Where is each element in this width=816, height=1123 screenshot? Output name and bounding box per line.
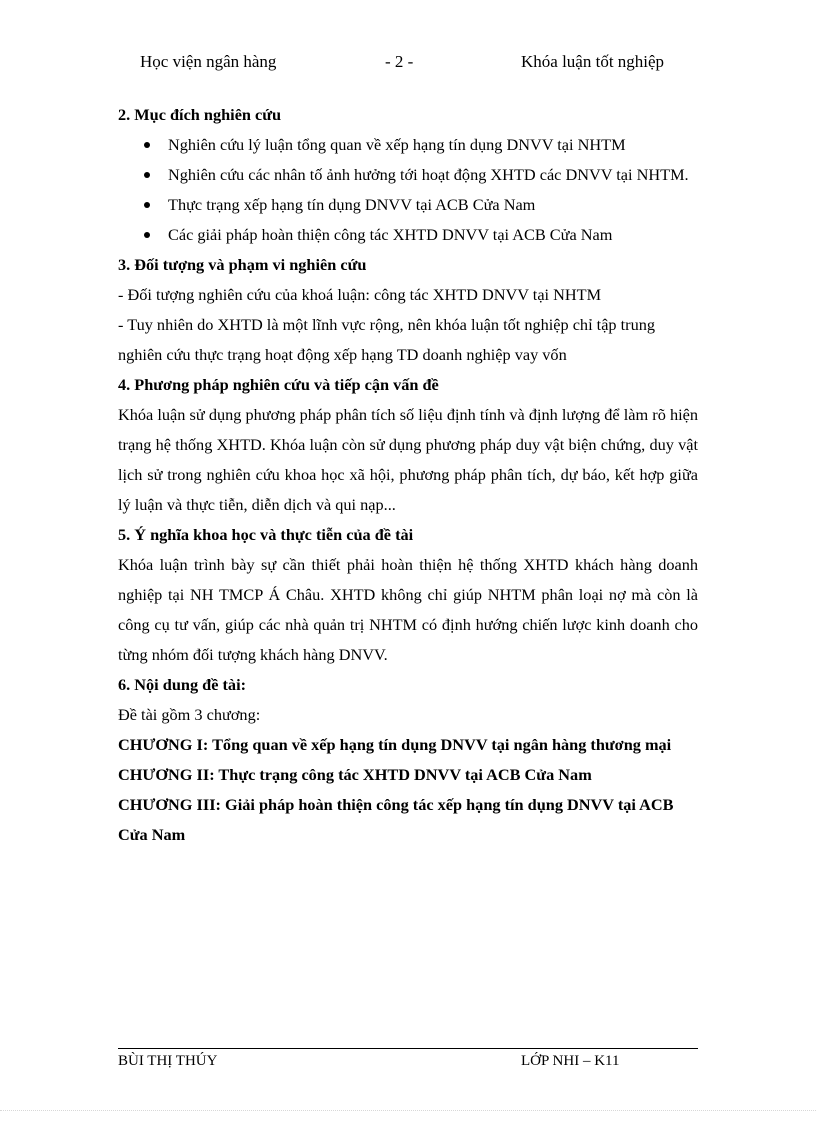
chapter-1: CHƯƠNG I: Tổng quan về xếp hạng tín dụng DNVV tại ngân hàng thương mại: [118, 735, 672, 754]
section-4-heading: 4. Phương pháp nghiên cứu và tiếp cận vấn đề: [118, 375, 439, 394]
bullet-text: Thực trạng xếp hạng tín dụng DNVV tại ACB Cửa Nam: [168, 195, 536, 214]
bullet-icon: [144, 172, 150, 178]
bullet-text: Nghiên cứu lý luận tổng quan về xếp hạng tín dụng DNVV tại NHTM: [168, 135, 626, 154]
bullet-icon: [144, 232, 150, 238]
bullet-item: [118, 190, 698, 220]
section-2-bullet-list: [118, 130, 698, 250]
bullet-icon: [144, 202, 150, 208]
bullet-item: [118, 160, 698, 190]
page-edge-divider: [0, 1110, 816, 1111]
header-institution: Học viện ngân hàng: [140, 52, 277, 71]
section-2-heading: 2. Mục đích nghiên cứu: [118, 105, 282, 124]
footer-author: BÙI THỊ THÚY: [118, 1053, 218, 1069]
section-6-intro: Đề tài gồm 3 chương:: [118, 705, 261, 724]
section-3-heading: 3. Đối tượng và phạm vi nghiên cứu: [118, 255, 367, 274]
bullet-icon: [144, 142, 150, 148]
footer-divider: [118, 1048, 698, 1049]
header-document-type: Khóa luận tốt nghiệp: [521, 52, 665, 71]
section-3-line-2: - Tuy nhiên do XHTD là một lĩnh vực rộng, nên khóa luận tốt nghiệp chỉ tập trung: [118, 315, 655, 334]
section-6-heading: 6. Nội dung đề tài:: [118, 675, 247, 694]
bullet-item: [118, 220, 698, 250]
page-header: [0, 52, 816, 76]
footer-class: LỚP NHI – K11: [521, 1053, 620, 1069]
bullet-item: [118, 130, 698, 160]
section-5-paragraph: Khóa luận trình bày sự cần thiết phải hoàn thiện hệ thống XHTD khách hàng doanh nghiệp tại NH TMCP Á Châu. XHTD không chỉ giúp NHTM phân loại nợ mà còn là công cụ tư vấn, giúp các nhà quản trị NHTM có định hướng chiến lược kinh doanh cho từng nhóm đối tượng khách hàng DNVV.: [118, 555, 698, 664]
bullet-text: Nghiên cứu các nhân tố ảnh hưởng tới hoạt động XHTD các DNVV tại NHTM.: [168, 165, 689, 184]
page-body: [118, 100, 698, 850]
chapter-3: CHƯƠNG III: Giải pháp hoàn thiện công tác xếp hạng tín dụng DNVV tại ACB Cửa Nam: [118, 795, 674, 844]
chapter-2: CHƯƠNG II: Thực trạng công tác XHTD DNVV tại ACB Cửa Nam: [118, 765, 592, 784]
section-3-line-1: - Đối tượng nghiên cứu của khoá luận: công tác XHTD DNVV tại NHTM: [118, 285, 602, 304]
bullet-text: Các giải pháp hoàn thiện công tác XHTD DNVV tại ACB Cửa Nam: [168, 225, 613, 244]
section-5-heading: 5. Ý nghĩa khoa học và thực tiễn của đề tài: [118, 525, 414, 544]
section-4-paragraph: Khóa luận sử dụng phương pháp phân tích số liệu định tính và định lượng để làm rõ hiện trạng hệ thống XHTD. Khóa luận còn sử dụng phương pháp duy vật biện chứng, duy vật lịch sử trong nghiên cứu khoa học xã hội, phương pháp phân tích, dự báo, kết hợp giữa lý luận và thực tiễn, diễn dịch và qui nạp...: [118, 405, 698, 514]
section-3-line-3: nghiên cứu thực trạng hoạt động xếp hạng TD doanh nghiệp vay vốn: [118, 345, 567, 364]
page-number: - 2 -: [385, 52, 414, 71]
